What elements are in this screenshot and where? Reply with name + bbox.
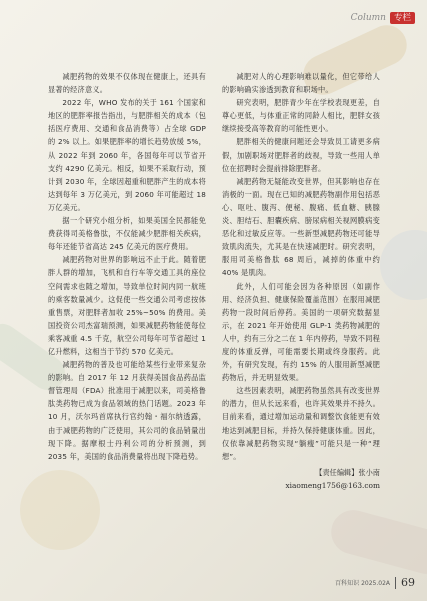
paragraph: 研究表明，肥胖青少年在学校表现更差，自尊心更低，与体重正常的同龄人相比，肥胖女孩继续接受高等教育的可能性更小。 (222, 98, 380, 134)
paragraph: 肥胖相关的健康问题还会导致员工请更多病假，加剧职场对肥胖者的歧视，导致一些用人单位在招聘时会提前排除肥胖者。 (222, 137, 380, 173)
paragraph: 据一个研究小组分析，如果美国全民都能免费获得司美格鲁肽，不仅能减少肥胖相关疾病，每年还能节省高达 245 亿美元的医疗费用。 (48, 216, 206, 252)
editor-email: xiaomeng1756@163.com (285, 480, 380, 490)
journal-issue: 百科知识 2025.02A (335, 580, 390, 587)
article-body (48, 70, 380, 492)
right-column (222, 70, 380, 492)
footer-divider (395, 577, 396, 589)
paragraph: 减肥药物对世界的影响远不止于此。随着肥胖人群的增加，飞机和自行车等交通工具的座位空间需求也随之增加，导致单位时间内同一航班的乘客数量减少。这促使一些交通公司考虑按体重售票，对肥胖者加收 25%~50% 的费用。美国投资公司杰富瑞预测，如果减肥药物能使每位乘客减重 4.5 千克，航空公司每年可节省超过 1 亿升燃料，这相当于节约 570 亿美元。 (48, 255, 206, 356)
bg-pill-decoration (380, 230, 427, 300)
left-column (48, 70, 206, 492)
paragraph: 此外，人们可能会因为各种原因（如副作用、经济负担、健康保险覆盖范围）在服用减肥药物一段时间后停药。美国的一项研究数据显示，在 2021 年开始使用 GLP-1 类药物减肥的人中，约有三分之二在 1 年内停药，导致不同程度的体重反弹，可能需要长期或终身服药。此外，有研究发现，有约 15% 的人服用新型减肥药物后，并无明显效果。 (222, 281, 380, 383)
editor-credit: 【责任编辑】张小南 (315, 467, 380, 477)
column-label: Column (350, 13, 386, 23)
paragraph: 这些因素表明，减肥药物虽然具有改变世界的潜力，但从长远来看，也许其效果并不持久。目前来看，通过增加运动量和调整饮食能更有效地达到减肥目标，并持久保持健康体重。因此，仅依靠减肥药物实现“躺瘦”可能只是一种“理想”。 (222, 386, 380, 461)
paragraph: 减肥药物无疑能改变世界，但其影响也存在消极的一面。现在已知的减肥药物副作用包括恶心、呕吐、腹泻、便秘、腹痛、低血糖、胰腺炎、胆结石、胆囊疾病、膀尿病相关视网膜病变恶化和过敏反应等。一些新型减肥药物还可能导致肌肉流失，尤其是在快速减肥时。研究表明，服用司美格鲁肽 68 周后，减掉的体重中约 40% 是肌肉。 (222, 176, 380, 278)
paragraph: 减肥药物的效果不仅体现在健康上，还具有显著的经济意义。 (48, 72, 206, 95)
page-footer (335, 576, 415, 589)
paragraph: 减肥对人的心理影响难以量化，但它带给人的影响确实渗透到教育和职场中。 (222, 72, 380, 95)
page-number: 69 (401, 576, 415, 589)
bg-pill-decoration (326, 505, 427, 579)
column-tag: 专栏 (390, 12, 415, 24)
column-header (351, 10, 415, 26)
paragraph: 减肥药物的普及也可能给某些行业带来复杂的影响。自 2017 年 12 月获得美国食品药品监督管理局（FDA）批准用于减肥以来，司美格鲁肽类药物已成为食品领域的热门话题。2023 年 10 月，沃尔玛首席执行官约翰・福尔纳透露，由于减肥药物的广泛使用，其公司的食品销量出现下降。据摩根士丹利公司的分析预测，到 2035 年，美国的食品消费量将出现下降趋势。 (48, 360, 206, 461)
paragraph: 2022 年，WHO 发布的关于 161 个国家和地区的肥胖率报告指出，与肥胖相关的成本（包括医疗费用、交通和食品消费等）占全球 GDP 的 2% 以上。如果肥胖率的增长趋势放缓 5%，从 2022 年到 2060 年，各国每年可以节省开支约 4290 亿美元。相反，如果不采取行动，预计到 2030 年，全球因超重和肥胖产生的成本将达到每年 3 万亿美元，到 2060 年可能超过 18 万亿美元。 (48, 98, 206, 212)
